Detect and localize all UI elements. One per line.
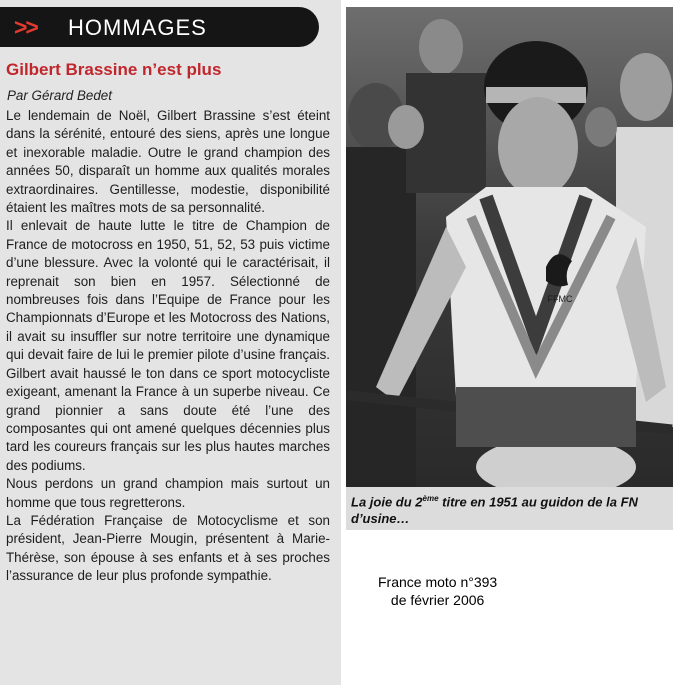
section-title: HOMMAGES	[68, 15, 207, 40]
motorcycle-body	[456, 387, 636, 447]
source-line-2: de février 2006	[390, 592, 485, 608]
crowd-head	[585, 107, 617, 147]
double-chevron-icon: >>	[14, 14, 37, 40]
photo-illustration	[346, 7, 673, 487]
paragraph: La Fédération Française de Motocyclisme et son président, Jean-Pierre Mougin, présentent à Marie-Thérèse, son épouse à ses enfants et à ses proches l’assurance de leur plus profonde sympathie.	[6, 512, 330, 584]
paragraph: Nous perdons un grand champion mais surtout un homme que tous regretterons.	[6, 476, 330, 510]
jersey-letters: FFMC	[547, 294, 573, 304]
source-reference	[378, 573, 497, 609]
article-headline: Gilbert Brassine n’est plus	[6, 60, 222, 79]
photo-caption	[346, 487, 673, 530]
caption-superscript: ème	[422, 494, 439, 503]
crowd-head	[419, 19, 463, 75]
crowd-head	[388, 105, 424, 149]
caption-text-end: titre en 1951 au guidon de la FN d’usine…	[351, 494, 638, 527]
crowd-figure	[346, 147, 416, 487]
paragraph: Il enlevait de haute lutte le titre de Champion de France de motocross en 1950, 51, 52, 53 puis victime d’une blessure. Avec la volonté qui le caractérisait, il reprenait son bien en 1957. Sélectionné de nombreuses fois dans l’Equipe de France pour les Championnats d’Europe et les Motocross des Nations, il avait su insuffler sur notre territoire une dynamique qui devait faire de lui le premier pilote d’usine français. Gilbert avait haussé le ton dans ce sport motocycliste exigeant, amenant la France à un superbe niveau. Ce grand pionnier a sans doute été l’une des composantes qui ont amené quelques décennies plus tard les coureurs français sur les plus hautes marches des podiums.	[6, 218, 330, 473]
caption-text	[351, 490, 671, 527]
article-byline: Par Gérard Bedet	[7, 88, 112, 103]
article-body	[6, 107, 330, 586]
caption-text-start: La joie du 2	[351, 494, 423, 510]
rider-photo	[346, 7, 673, 487]
section-banner	[0, 7, 319, 47]
source-line-1: France moto n°393	[378, 574, 498, 590]
rider-face	[498, 97, 578, 197]
crowd-head	[620, 53, 672, 121]
paragraph: Le lendemain de Noël, Gilbert Brassine s’est éteint dans la sérénité, entouré des siens, après une longue et inexorable maladie. Outre le grand champion des années 50, disparaît un homme aux qualités morales extraordinaires. Gentillesse, modestie, disponibilité étaient les maîtres mots de sa personnalité.	[6, 108, 330, 216]
